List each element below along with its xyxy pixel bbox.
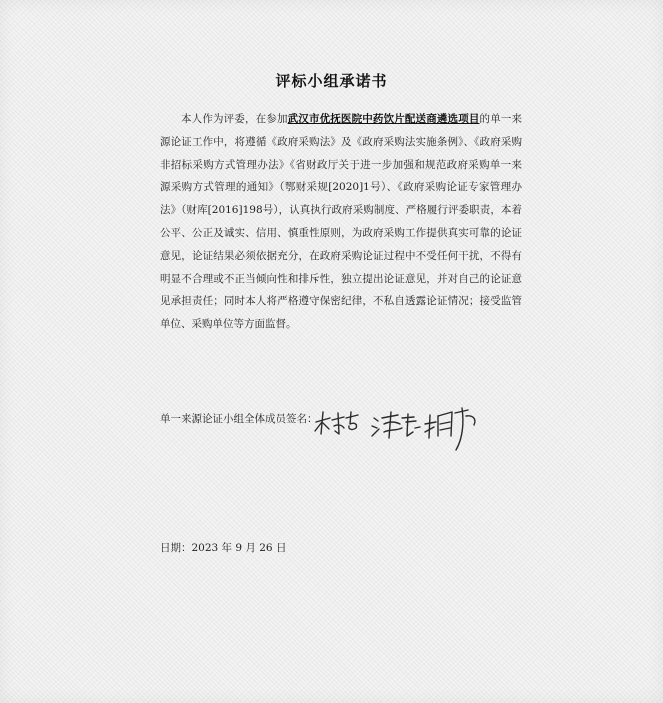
signature-section bbox=[160, 400, 540, 460]
signature-3 bbox=[425, 408, 475, 450]
signature-label: 单一来源论证小组全体成员签名： bbox=[160, 413, 318, 425]
commitment-paragraph bbox=[160, 108, 522, 336]
signature-2 bbox=[372, 412, 420, 438]
paragraph-intro: 本人作为评委，在参加 bbox=[181, 113, 288, 125]
signature-1 bbox=[315, 412, 358, 434]
document-date: 日期：2023 年 9 月 26 日 bbox=[160, 542, 287, 554]
paragraph-body: 的单一来源论证工作中，将遵循《政府采购法》及《政府采购法实施条例》、《政府采购非招标采购方式管理办法》《省财政厅关于进一步加强和规范政府采购单一来源采购方式管理的通知》（鄂财采规[2020]1号）、《政府采购论证专家管理办法》（财库[2016]198号），认真执行政府采购制度、严格履行评委职责，本着公平、公正及诚实、信用、慎重性原则，为政府采购工作提供真实可靠的论证意见，论证结果必须依据充分，在政府采购论证过程中不受任何干扰，不得有明显不合理或不正当倾向性和排斥性，独立提出论证意见，并对自己的论证意见承担责任；同时本人将严格遵守保密纪律，不私自透露论证情况；接受监管单位、采购单位等方面监督。 bbox=[160, 113, 523, 331]
handwritten-signatures bbox=[312, 398, 487, 458]
document-title: 评标小组承诺书 bbox=[275, 72, 388, 90]
project-name: 武汉市优抚医院中药饮片配送商遴选项目 bbox=[287, 113, 480, 125]
